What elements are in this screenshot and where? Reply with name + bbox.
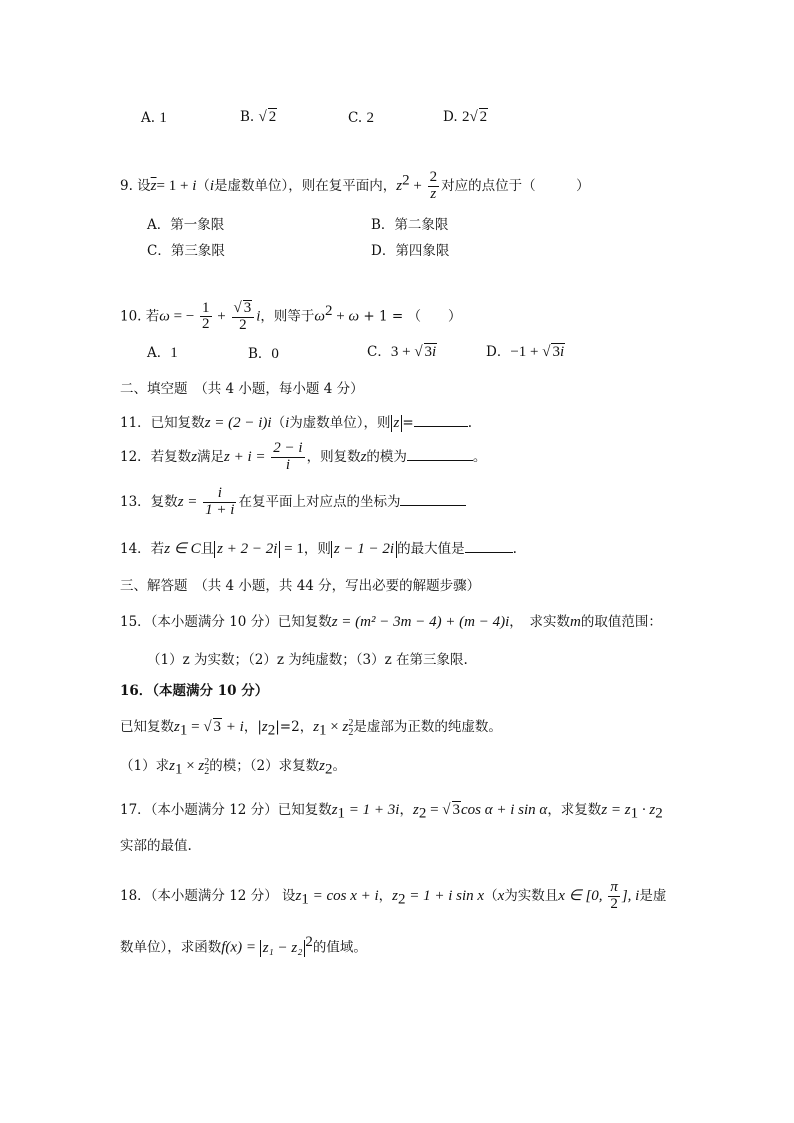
numerator: 2	[429, 169, 438, 185]
math-z: z	[198, 758, 205, 774]
math-i: i	[256, 308, 261, 325]
sqrt-sign: √	[203, 719, 212, 735]
text: ，则复数	[306, 448, 361, 465]
abs-expr: z + 2 − 2i	[214, 541, 280, 558]
question-number: 10. 若	[120, 308, 160, 325]
denominator: i	[285, 456, 291, 473]
text: 。	[332, 758, 346, 774]
sqrt-sign: √	[414, 344, 423, 360]
text: 是虚数单位），则在复平面内，	[214, 177, 397, 194]
math-expr: x ∈ [0,	[558, 887, 607, 904]
answer-blank[interactable]	[414, 414, 468, 427]
numerator: π	[610, 879, 618, 895]
answer-blank[interactable]	[407, 448, 473, 461]
option-label: C．	[367, 344, 391, 360]
text: 。	[472, 448, 487, 465]
text: ，|	[243, 719, 262, 735]
section-2-title: 二、填空题 （共 4 小题，每小题 4 分）	[120, 381, 364, 397]
math-op: ×	[326, 719, 343, 735]
text: .	[467, 415, 472, 431]
text: =	[402, 415, 414, 431]
math-omega: ω	[159, 308, 170, 325]
option-label: A．	[147, 345, 171, 361]
text: 为实数且	[504, 887, 559, 904]
text: 已知复数	[120, 719, 174, 735]
q8-option-c	[348, 110, 374, 127]
math-op: +	[409, 177, 426, 194]
q10-option-c	[367, 340, 437, 361]
option-label: B.	[240, 109, 259, 125]
text: 的模；（2）求复数	[209, 758, 320, 774]
q9-option-b: B．第二象限	[371, 217, 449, 233]
text: 的值域。	[312, 939, 367, 956]
section-3-title: 三、解答题 （共 4 小题，共 44 分，写出必要的解题步骤）	[120, 578, 481, 594]
abs-expr: z − 1 − 2i	[331, 541, 397, 558]
denominator: 2	[202, 316, 210, 333]
subscript: 2	[267, 722, 276, 739]
question-18-line2	[120, 934, 367, 957]
radicand: 2	[268, 109, 277, 125]
text: 14．若	[120, 541, 165, 557]
math-i: i	[192, 177, 197, 194]
text: 在复平面上对应点的坐标为	[238, 493, 401, 510]
math-i: i	[432, 344, 437, 360]
z-conjugate: $\overline{z}$	[150, 177, 157, 194]
math-expr: = 1 + 3i	[345, 802, 400, 818]
radicand: 3	[243, 300, 252, 316]
subscript: 1	[174, 761, 183, 778]
math-expr: z + i =	[224, 448, 270, 465]
numerator: 1	[202, 299, 210, 316]
exponent: 2	[402, 172, 410, 189]
q9-option-c: C．第三象限	[147, 243, 225, 259]
sqrt-sign: √	[542, 344, 551, 360]
subscript: 2	[324, 761, 333, 778]
abs-expr: z₁ − z₂	[260, 940, 306, 957]
text: （	[196, 177, 210, 194]
math-omega: ω	[348, 308, 360, 325]
math-expr: z = (m² − 3m − 4) + (m − 4)i	[331, 614, 510, 630]
q8-option-a	[141, 110, 167, 127]
text: 13．复数	[120, 493, 178, 510]
question-11	[120, 411, 472, 432]
question-16-title: 16．（本题满分 10 分）	[120, 683, 269, 699]
fraction	[608, 880, 620, 913]
sqrt-sign: √	[258, 109, 267, 125]
math-expr: + i	[222, 719, 244, 735]
text: 是虚	[639, 887, 667, 904]
math-i: i	[285, 415, 290, 431]
text: 是虚部为正数的纯虚数。	[353, 719, 502, 735]
subscript: 2	[398, 891, 406, 908]
math-expr: = cos x + i	[308, 887, 379, 904]
math-z: z	[313, 719, 320, 735]
question-15	[120, 610, 662, 631]
math-op: ×	[182, 758, 199, 774]
numerator: √ 3	[232, 300, 255, 318]
fraction	[232, 300, 255, 334]
math-z: z	[261, 719, 268, 735]
math-expr: = z	[607, 802, 631, 818]
question-15-parts: （1）z 为实数；（2）z 为纯虚数；（3）z 在第三象限.	[147, 652, 468, 668]
option-label: D．	[486, 344, 511, 360]
subscript: 2	[204, 765, 210, 777]
text: 17．（本小题满分 12 分）已知复数	[120, 802, 332, 818]
subscript: 2	[418, 805, 427, 822]
text: ，则等于	[260, 308, 315, 325]
question-17	[120, 798, 663, 823]
text: 的取值范围：	[580, 614, 662, 630]
question-14	[120, 537, 517, 558]
text: ， 求实数	[509, 614, 571, 630]
denominator: 1 + i	[205, 501, 235, 518]
math-z: z	[331, 802, 338, 818]
radicand	[551, 343, 565, 361]
math-z: z	[295, 887, 302, 904]
math-expr: z =	[177, 493, 202, 510]
subscript: 1	[630, 805, 639, 822]
subscript: 2	[655, 805, 663, 822]
text: 的模为	[366, 448, 407, 465]
text: （	[271, 415, 286, 431]
math-i: i	[559, 344, 565, 360]
question-10	[120, 300, 461, 334]
text: （	[484, 887, 498, 904]
exponent: 2	[305, 934, 313, 950]
option-value: 0	[271, 346, 279, 362]
subscript: 1	[301, 891, 309, 908]
radicand: 3	[452, 802, 461, 818]
option-label: C.	[348, 110, 367, 126]
math-x: x	[497, 887, 505, 904]
radicand-value: 3	[552, 344, 560, 360]
math-expr: = 1 +	[156, 177, 193, 194]
math-expr: cos α + i sin α	[461, 802, 548, 818]
radicand: 3	[213, 719, 222, 735]
math-z: z	[396, 177, 403, 194]
math-omega: ω	[314, 308, 325, 325]
q10-option-a	[147, 341, 178, 362]
text: 18．（本小题满分 12 分） 设	[120, 887, 296, 904]
question-12	[120, 441, 486, 474]
question-16-parts	[120, 754, 346, 779]
math-z: z	[392, 887, 398, 904]
math-op: =	[187, 719, 204, 735]
sqrt-sign: √	[469, 109, 478, 125]
text: ，	[378, 887, 393, 904]
math-op: +	[213, 308, 230, 325]
math-z: z	[319, 758, 325, 774]
option-label: D.	[443, 109, 462, 125]
q10-option-d	[486, 340, 565, 361]
option-value: 2	[366, 110, 374, 126]
math-op: = −	[169, 308, 199, 325]
question-9	[120, 170, 590, 203]
fraction	[271, 441, 304, 474]
math-expr: z = (2 − i)i	[204, 415, 272, 431]
fraction	[203, 486, 236, 519]
denominator: 2	[610, 895, 618, 912]
text: .	[512, 541, 517, 557]
text: ，	[399, 802, 413, 818]
math-op: +	[332, 308, 349, 325]
q10-option-b	[248, 342, 279, 363]
subscript: 2	[348, 726, 354, 738]
exponent: 2	[325, 302, 333, 319]
abs-z: z	[391, 415, 403, 432]
option-value: −1 +	[510, 344, 543, 360]
q9-option-d: D．第四象限	[371, 243, 450, 259]
math-z: z	[169, 758, 175, 774]
denominator: z	[430, 185, 437, 202]
math-expr: z ∈ C	[164, 541, 201, 557]
q8-option-d	[443, 108, 488, 126]
math-z: z	[360, 448, 367, 465]
text: 12．若复数	[120, 448, 192, 465]
math-i: i	[209, 177, 215, 194]
question-13	[120, 486, 466, 519]
math-op: =	[426, 802, 443, 818]
text: 满足	[197, 448, 225, 465]
option-label: B．	[248, 346, 272, 362]
subscript: 1	[179, 722, 188, 739]
math-expr: = 1 + i sin x	[405, 887, 485, 904]
subscript: 1	[337, 805, 346, 822]
text: 11．已知复数	[120, 415, 205, 431]
text: 数单位），求函数	[120, 939, 222, 956]
math-m: m	[570, 614, 581, 630]
math-expr: ], i	[621, 887, 640, 904]
option-label: A.	[141, 110, 160, 126]
math-z: z	[601, 802, 608, 818]
text: 且	[200, 541, 215, 557]
math-expr: = 1	[280, 541, 304, 557]
math-z: z	[174, 719, 180, 735]
math-expr: f(x) =	[221, 939, 260, 956]
text: 为虚数单位），则	[289, 415, 391, 431]
numerator: i	[203, 486, 236, 503]
subscript: 1	[319, 722, 327, 739]
q8-option-b	[240, 108, 277, 126]
text: ，则	[303, 541, 331, 557]
math-z: z	[191, 448, 198, 465]
numerator: 2 − i	[273, 440, 303, 456]
coefficient: 2	[461, 109, 470, 125]
radicand: 2	[479, 109, 488, 125]
text: ，求复数	[547, 802, 602, 818]
math-expr: · z	[638, 802, 656, 818]
math-z: z	[412, 802, 419, 818]
answer-blank[interactable]	[465, 540, 513, 553]
text: 的最大值是	[397, 541, 465, 557]
text: （1）求	[120, 758, 170, 774]
radicand	[424, 343, 438, 361]
text: |=2，	[275, 719, 314, 735]
math-z: z	[342, 719, 349, 735]
text: 15．（本小题满分 10 分）已知复数	[120, 614, 332, 630]
option-value: 1	[170, 345, 178, 361]
q9-option-a: A．第一象限	[147, 217, 225, 233]
question-18	[120, 880, 666, 913]
option-value: 3 +	[390, 344, 415, 360]
answer-blank[interactable]	[400, 493, 466, 506]
radicand-value: 3	[424, 344, 433, 360]
text: + 1 = （ ）	[359, 308, 462, 325]
exponent: 2	[348, 717, 354, 729]
question-number: 9. 设	[120, 177, 151, 194]
denominator: 2	[239, 316, 247, 333]
option-value: 1	[159, 110, 167, 126]
question-17-line2: 实部的最值.	[120, 838, 192, 854]
question-16-body	[120, 715, 502, 740]
exponent: 2	[204, 756, 210, 768]
fraction	[200, 301, 212, 334]
text: 对应的点位于（ ）	[441, 177, 590, 194]
sqrt-sign: √	[442, 802, 451, 818]
fraction	[428, 170, 440, 203]
